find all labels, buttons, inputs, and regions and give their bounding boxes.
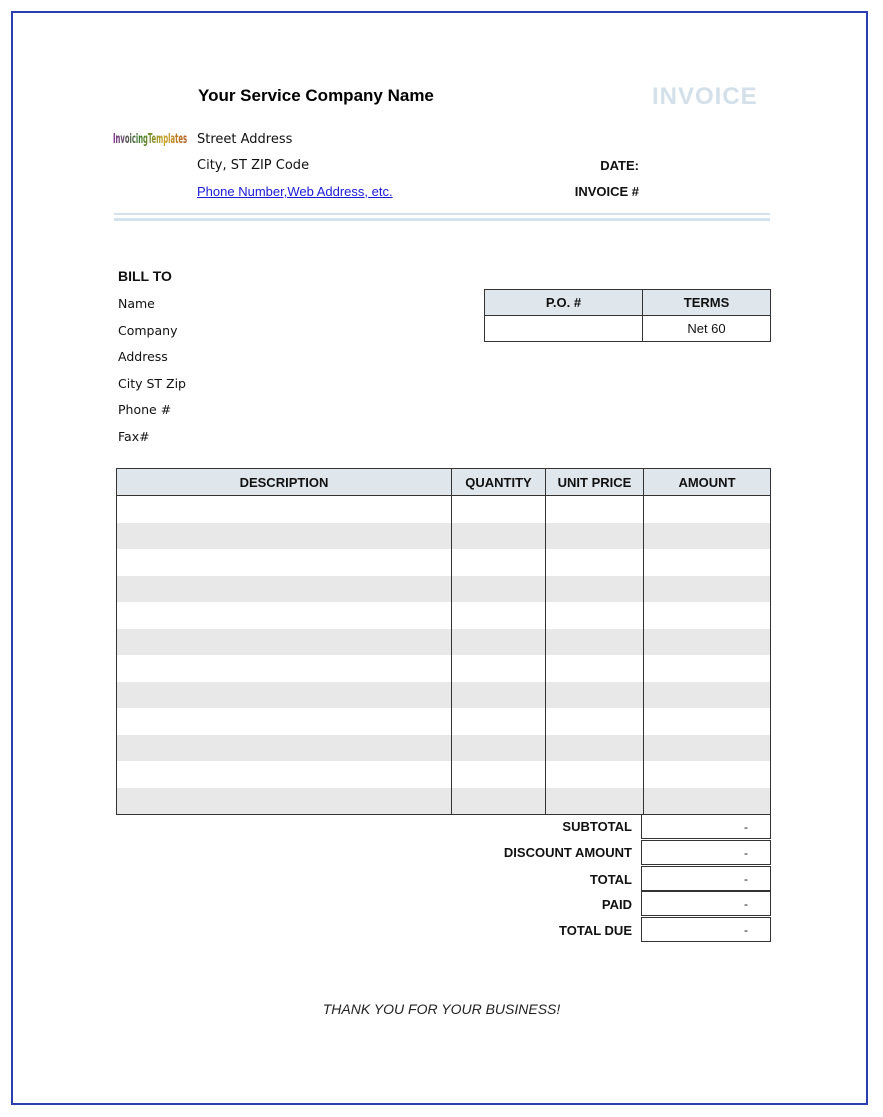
amount-cell[interactable]	[644, 523, 771, 550]
quantity-cell[interactable]	[452, 496, 546, 523]
bill-to-company: Company	[118, 323, 178, 338]
discount-label: DISCOUNT AMOUNT	[503, 845, 632, 860]
bill-to-address: Address	[118, 349, 168, 364]
bill-to-title: BILL TO	[118, 268, 172, 284]
description-cell[interactable]	[117, 576, 452, 603]
col-description: DESCRIPTION	[117, 469, 452, 496]
table-row	[117, 655, 771, 682]
amount-cell[interactable]	[644, 655, 771, 682]
po-terms-table	[484, 289, 771, 342]
terms-header: TERMS	[643, 290, 771, 316]
po-header: P.O. #	[485, 290, 643, 316]
unit-price-cell[interactable]	[546, 549, 644, 576]
header-divider-2	[114, 218, 770, 221]
table-row	[117, 496, 771, 523]
table-row	[117, 682, 771, 709]
total-due-label: TOTAL DUE	[559, 923, 632, 938]
quantity-cell[interactable]	[452, 682, 546, 709]
table-row	[117, 735, 771, 762]
total-label: TOTAL	[589, 872, 632, 887]
amount-cell[interactable]	[644, 629, 771, 656]
invoice-number-label: INVOICE #	[574, 184, 639, 199]
paid-label: PAID	[601, 897, 632, 912]
amount-cell[interactable]	[644, 496, 771, 523]
unit-price-cell[interactable]	[546, 496, 644, 523]
amount-cell[interactable]	[644, 602, 771, 629]
col-unit-price: UNIT PRICE	[546, 469, 644, 496]
description-cell[interactable]	[117, 655, 452, 682]
table-row	[117, 523, 771, 550]
description-cell[interactable]	[117, 602, 452, 629]
table-row	[117, 708, 771, 735]
unit-price-cell[interactable]	[546, 523, 644, 550]
quantity-cell[interactable]	[452, 629, 546, 656]
unit-price-cell[interactable]	[546, 655, 644, 682]
unit-price-cell[interactable]	[546, 629, 644, 656]
subtotal-value[interactable]: -	[641, 814, 771, 839]
quantity-cell[interactable]	[452, 523, 546, 550]
line-items-table	[116, 468, 771, 815]
quantity-cell[interactable]	[452, 761, 546, 788]
table-row	[117, 602, 771, 629]
line-items-body	[117, 496, 771, 815]
description-cell[interactable]	[117, 549, 452, 576]
description-cell[interactable]	[117, 761, 452, 788]
description-cell[interactable]	[117, 735, 452, 762]
total-due-value[interactable]: -	[641, 917, 771, 942]
description-cell[interactable]	[117, 629, 452, 656]
description-cell[interactable]	[117, 496, 452, 523]
unit-price-cell[interactable]	[546, 602, 644, 629]
po-value[interactable]	[485, 316, 643, 342]
col-amount: AMOUNT	[644, 469, 771, 496]
amount-cell[interactable]	[644, 788, 771, 815]
bill-to-fax: Fax#	[118, 429, 150, 444]
description-cell[interactable]	[117, 788, 452, 815]
quantity-cell[interactable]	[452, 549, 546, 576]
subtotal-label: SUBTOTAL	[562, 819, 632, 834]
quantity-cell[interactable]	[452, 708, 546, 735]
amount-cell[interactable]	[644, 708, 771, 735]
company-logo	[113, 126, 189, 152]
discount-value[interactable]: -	[641, 840, 771, 865]
city-zip: City, ST ZIP Code	[197, 158, 310, 173]
amount-cell[interactable]	[644, 682, 771, 709]
contact-link[interactable]: Phone Number,Web Address, etc.	[197, 184, 393, 199]
quantity-cell[interactable]	[452, 655, 546, 682]
thank-you-note: THANK YOU FOR YOUR BUSINESS!	[322, 1001, 561, 1017]
amount-cell[interactable]	[644, 549, 771, 576]
total-value[interactable]: -	[641, 866, 771, 891]
quantity-cell[interactable]	[452, 576, 546, 603]
table-row	[117, 629, 771, 656]
unit-price-cell[interactable]	[546, 708, 644, 735]
paid-value[interactable]: -	[641, 891, 771, 916]
date-label: DATE:	[600, 158, 639, 173]
amount-cell[interactable]	[644, 576, 771, 603]
table-row	[117, 788, 771, 815]
description-cell[interactable]	[117, 523, 452, 550]
unit-price-cell[interactable]	[546, 761, 644, 788]
quantity-cell[interactable]	[452, 602, 546, 629]
bill-to-name: Name	[118, 296, 155, 311]
quantity-cell[interactable]	[452, 735, 546, 762]
unit-price-cell[interactable]	[546, 682, 644, 709]
unit-price-cell[interactable]	[546, 576, 644, 603]
table-row	[117, 576, 771, 603]
description-cell[interactable]	[117, 708, 452, 735]
table-row	[117, 549, 771, 576]
invoice-title: INVOICE	[652, 83, 758, 110]
amount-cell[interactable]	[644, 761, 771, 788]
quantity-cell[interactable]	[452, 788, 546, 815]
bill-to-city: City ST Zip	[118, 376, 186, 391]
street-address: Street Address	[197, 132, 293, 147]
unit-price-cell[interactable]	[546, 735, 644, 762]
header-divider	[114, 213, 770, 215]
table-row	[117, 761, 771, 788]
amount-cell[interactable]	[644, 735, 771, 762]
col-quantity: QUANTITY	[452, 469, 546, 496]
terms-value[interactable]: Net 60	[643, 316, 771, 342]
bill-to-phone: Phone #	[118, 402, 172, 417]
logo-text: InvoicingTemplates	[113, 132, 188, 147]
description-cell[interactable]	[117, 682, 452, 709]
company-name: Your Service Company Name	[198, 86, 434, 105]
unit-price-cell[interactable]	[546, 788, 644, 815]
